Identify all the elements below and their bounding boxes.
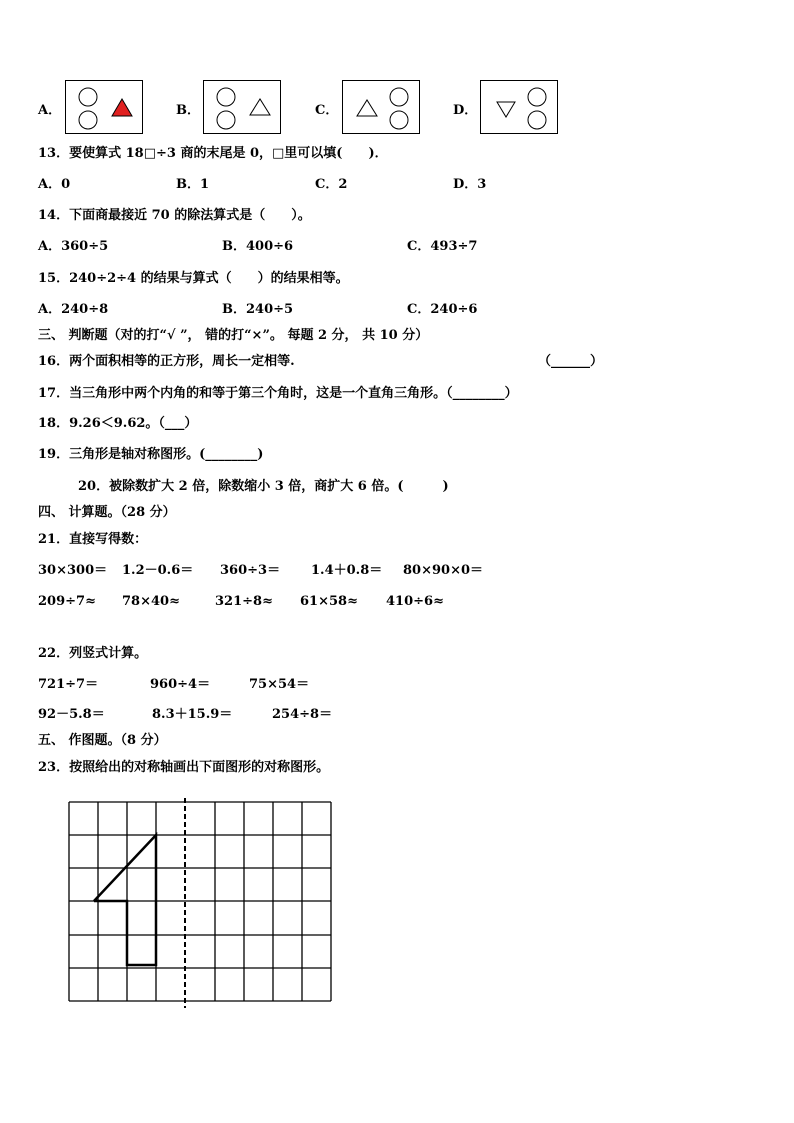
filled-triangle-icon (112, 99, 132, 116)
q14-option-b: B．400÷6 (222, 239, 294, 254)
question-15: 15．240÷2÷4 的结果与算式（ ）的结果相等。 (38, 271, 349, 286)
q12-option-d-label: D． (453, 103, 478, 118)
q12-option-c-figure (342, 80, 420, 134)
estimate-item: 209÷7≈ (38, 594, 96, 609)
circle-icon (528, 88, 546, 106)
estimate-item: 321÷8≈ (215, 594, 273, 609)
question-22-title: 22．列竖式计算。 (38, 646, 148, 661)
q12-option-b-label: B． (176, 103, 200, 118)
vertical-calc-item: 75×54＝ (249, 677, 310, 692)
q14-option-c: C．493÷7 (407, 239, 478, 254)
triangle-icon (250, 99, 270, 115)
q14-option-a: A．360÷5 (38, 239, 109, 254)
q15-option-b: B．240÷5 (222, 302, 294, 317)
question-16: 16．两个面积相等的正方形，周长一定相等. (38, 354, 295, 369)
calc-item: 1.4＋0.8＝ (311, 563, 383, 578)
circle-icon (390, 88, 408, 106)
calc-item: 30×300＝ (38, 563, 108, 578)
section-3-heading: 三、 判断题（对的打“√ ”， 错的打“×”。 每题 2 分， 共 10 分） (38, 328, 429, 343)
q13-option-c: C．2 (315, 177, 348, 192)
q12-option-a-figure (65, 80, 143, 134)
q15-option-a: A．240÷8 (38, 302, 109, 317)
circle-icon (79, 88, 97, 106)
question-19: 19．三角形是轴对称图形。(________) (38, 447, 264, 462)
section-5-heading: 五、 作图题。（8 分） (38, 733, 167, 748)
vertical-calc-item: 92－5.8＝ (38, 707, 105, 722)
inverted-triangle-icon (497, 102, 515, 117)
q12-option-b-figure (203, 80, 281, 134)
q16-answer-blank[interactable]: （______） (538, 354, 604, 369)
question-18: 18．9.26＜9.62。（___） (38, 416, 198, 431)
q15-option-c: C．240÷6 (407, 302, 478, 317)
question-23-title: 23．按照给出的对称轴画出下面图形的对称图形。 (38, 760, 330, 775)
estimate-item: 61×58≈ (300, 594, 358, 609)
triangle-icon (357, 100, 377, 116)
q13-option-b: B．1 (176, 177, 210, 192)
vertical-calc-item: 254÷8＝ (272, 707, 333, 722)
calc-item: 80×90×0＝ (403, 563, 484, 578)
circle-icon (390, 111, 408, 129)
symmetry-grid (60, 796, 340, 1012)
circle-icon (217, 111, 235, 129)
question-13: 13．要使算式 18□÷3 商的末尾是 0，□里可以填( )． (38, 146, 388, 161)
circle-icon (79, 111, 97, 129)
question-21-title: 21．直接写得数： (38, 532, 148, 547)
circle-icon (217, 88, 235, 106)
q12-option-c-label: C． (315, 103, 339, 118)
circle-icon (528, 111, 546, 129)
q13-option-a: A．0 (38, 177, 71, 192)
vertical-calc-item: 8.3＋15.9＝ (152, 707, 233, 722)
question-17: 17．当三角形中两个内角的和等于第三个角时，这是一个直角三角形。（________） (38, 386, 518, 401)
q12-option-d-figure (480, 80, 558, 134)
question-20: 20．被除数扩大 2 倍，除数缩小 3 倍，商扩大 6 倍。( ) (78, 479, 449, 494)
q12-option-a-label: A． (38, 103, 62, 118)
vertical-calc-item: 960÷4＝ (150, 677, 211, 692)
calc-item: 360÷3＝ (220, 563, 281, 578)
section-4-heading: 四、 计算题。（28 分） (38, 505, 176, 520)
figure-four (94, 835, 156, 965)
calc-item: 1.2－0.6＝ (122, 563, 194, 578)
estimate-item: 78×40≈ (122, 594, 180, 609)
estimate-item: 410÷6≈ (386, 594, 444, 609)
vertical-calc-item: 721÷7＝ (38, 677, 99, 692)
q13-option-d: D．3 (453, 177, 487, 192)
question-14: 14．下面商最接近 70 的除法算式是（ ）。 (38, 208, 311, 223)
